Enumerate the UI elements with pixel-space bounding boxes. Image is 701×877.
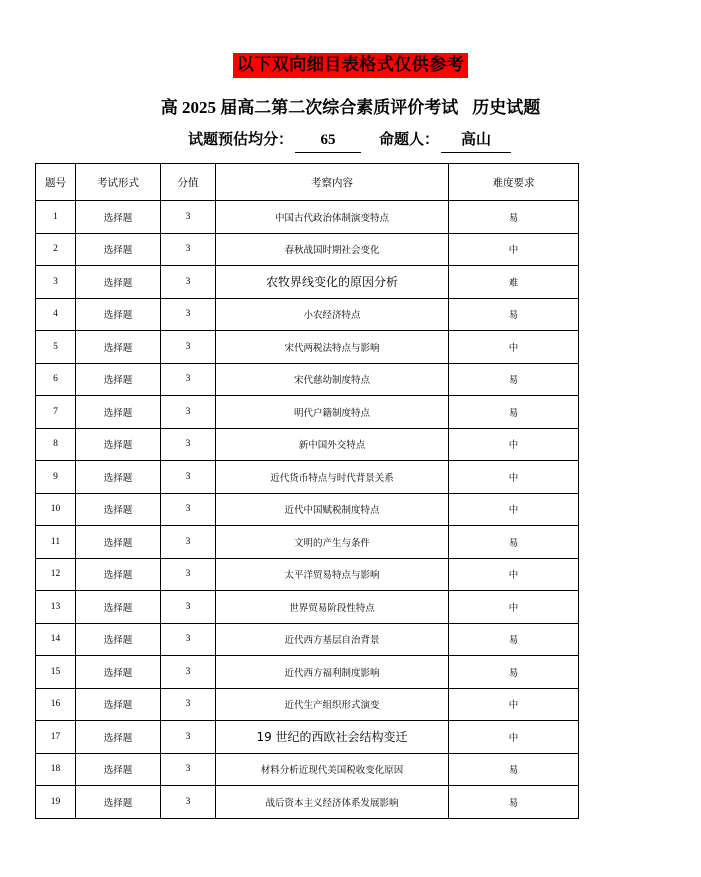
cell-exam-form: 选择题 [76, 331, 161, 364]
table-row [36, 786, 579, 819]
average-score-value: 65 [295, 129, 361, 153]
cell-difficulty: 中 [449, 591, 579, 624]
table-row [36, 298, 579, 331]
cell-content: 19 世纪的西欧社会结构变迁 [216, 721, 449, 754]
table-row [36, 558, 579, 591]
subtitle-line [0, 129, 701, 153]
notice-banner [0, 53, 701, 78]
cell-score: 3 [161, 656, 216, 689]
cell-question-no: 5 [36, 331, 76, 364]
cell-content: 近代西方基层自治背景 [216, 623, 449, 656]
average-score-label: 试题预估均分： [187, 132, 293, 148]
cell-score: 3 [161, 526, 216, 559]
cell-question-no: 13 [36, 591, 76, 624]
cell-score: 3 [161, 558, 216, 591]
cell-exam-form: 选择题 [76, 233, 161, 266]
cell-exam-form: 选择题 [76, 493, 161, 526]
cell-exam-form: 选择题 [76, 461, 161, 494]
cell-difficulty: 易 [449, 623, 579, 656]
cell-score: 3 [161, 461, 216, 494]
cell-exam-form: 选择题 [76, 201, 161, 234]
cell-difficulty: 中 [449, 331, 579, 364]
cell-question-no: 8 [36, 428, 76, 461]
cell-score: 3 [161, 721, 216, 754]
column-header-question-no: 题号 [36, 164, 76, 201]
cell-exam-form: 选择题 [76, 266, 161, 299]
cell-exam-form: 选择题 [76, 558, 161, 591]
cell-difficulty: 中 [449, 233, 579, 266]
cell-score: 3 [161, 298, 216, 331]
cell-score: 3 [161, 233, 216, 266]
cell-question-no: 2 [36, 233, 76, 266]
cell-question-no: 10 [36, 493, 76, 526]
table-row [36, 656, 579, 689]
cell-question-no: 12 [36, 558, 76, 591]
table-row [36, 331, 579, 364]
table-row [36, 201, 579, 234]
cell-question-no: 17 [36, 721, 76, 754]
cell-exam-form: 选择题 [76, 591, 161, 624]
cell-exam-form: 选择题 [76, 753, 161, 786]
cell-exam-form: 选择题 [76, 363, 161, 396]
cell-score: 3 [161, 363, 216, 396]
cell-content: 农牧界线变化的原因分析 [216, 266, 449, 299]
cell-score: 3 [161, 396, 216, 429]
cell-score: 3 [161, 493, 216, 526]
cell-exam-form: 选择题 [76, 428, 161, 461]
cell-question-no: 16 [36, 688, 76, 721]
cell-content: 小农经济特点 [216, 298, 449, 331]
cell-difficulty: 中 [449, 721, 579, 754]
cell-content: 宋代慈幼制度特点 [216, 363, 449, 396]
cell-exam-form: 选择题 [76, 623, 161, 656]
cell-question-no: 6 [36, 363, 76, 396]
cell-exam-form: 选择题 [76, 721, 161, 754]
cell-content: 近代货币特点与时代背景关系 [216, 461, 449, 494]
cell-difficulty: 易 [449, 753, 579, 786]
table-row [36, 721, 579, 754]
table-row [36, 591, 579, 624]
cell-difficulty: 中 [449, 493, 579, 526]
cell-question-no: 7 [36, 396, 76, 429]
cell-exam-form: 选择题 [76, 688, 161, 721]
cell-exam-form: 选择题 [76, 786, 161, 819]
cell-difficulty: 易 [449, 298, 579, 331]
cell-difficulty: 中 [449, 428, 579, 461]
cell-question-no: 11 [36, 526, 76, 559]
cell-score: 3 [161, 331, 216, 364]
cell-content: 太平洋贸易特点与影响 [216, 558, 449, 591]
cell-question-no: 14 [36, 623, 76, 656]
column-header-content: 考察内容 [216, 164, 449, 201]
column-header-difficulty: 难度要求 [449, 164, 579, 201]
table-row [36, 526, 579, 559]
cell-question-no: 9 [36, 461, 76, 494]
cell-question-no: 15 [36, 656, 76, 689]
cell-content: 春秋战国时期社会变化 [216, 233, 449, 266]
cell-score: 3 [161, 591, 216, 624]
column-header-exam-form: 考试形式 [76, 164, 161, 201]
cell-difficulty: 中 [449, 558, 579, 591]
cell-score: 3 [161, 428, 216, 461]
page-title [0, 97, 701, 119]
cell-question-no: 3 [36, 266, 76, 299]
table-body [36, 201, 579, 819]
cell-content: 战后资本主义经济体系发展影响 [216, 786, 449, 819]
cell-difficulty: 易 [449, 526, 579, 559]
cell-content: 材料分析近现代美国税收变化原因 [216, 753, 449, 786]
table-row [36, 363, 579, 396]
cell-score: 3 [161, 623, 216, 656]
cell-content: 近代生产组织形式演变 [216, 688, 449, 721]
cell-question-no: 19 [36, 786, 76, 819]
cell-content: 文明的产生与条件 [216, 526, 449, 559]
cell-difficulty: 中 [449, 461, 579, 494]
cell-difficulty: 易 [449, 363, 579, 396]
table-row [36, 396, 579, 429]
cell-score: 3 [161, 753, 216, 786]
author-value: 高山 [441, 129, 511, 153]
cell-content: 明代户籍制度特点 [216, 396, 449, 429]
cell-difficulty: 易 [449, 201, 579, 234]
cell-content: 中国古代政治体制演变特点 [216, 201, 449, 234]
page-title-main: 高 2025 届高二第二次综合素质评价考试 [160, 98, 459, 117]
table-row [36, 688, 579, 721]
cell-difficulty: 易 [449, 396, 579, 429]
cell-score: 3 [161, 688, 216, 721]
cell-score: 3 [161, 786, 216, 819]
column-header-score: 分值 [161, 164, 216, 201]
cell-question-no: 1 [36, 201, 76, 234]
cell-question-no: 4 [36, 298, 76, 331]
notice-banner-text: 以下双向细目表格式仅供参考 [233, 53, 469, 78]
cell-content: 世界贸易阶段性特点 [216, 591, 449, 624]
cell-exam-form: 选择题 [76, 656, 161, 689]
cell-exam-form: 选择题 [76, 526, 161, 559]
cell-difficulty: 易 [449, 786, 579, 819]
cell-difficulty: 难 [449, 266, 579, 299]
cell-score: 3 [161, 201, 216, 234]
cell-content: 近代中国赋税制度特点 [216, 493, 449, 526]
cell-difficulty: 中 [449, 688, 579, 721]
cell-score: 3 [161, 266, 216, 299]
table-row [36, 753, 579, 786]
table-row [36, 461, 579, 494]
cell-content: 新中国外交特点 [216, 428, 449, 461]
cell-difficulty: 易 [449, 656, 579, 689]
cell-question-no: 18 [36, 753, 76, 786]
table-row [36, 493, 579, 526]
cell-exam-form: 选择题 [76, 396, 161, 429]
table-row [36, 266, 579, 299]
cell-content: 近代西方福利制度影响 [216, 656, 449, 689]
table-row [36, 428, 579, 461]
page-title-subject: 历史试题 [472, 98, 541, 117]
table-row [36, 623, 579, 656]
table-header-row [36, 164, 579, 201]
cell-exam-form: 选择题 [76, 298, 161, 331]
cell-content: 宋代两税法特点与影响 [216, 331, 449, 364]
author-label: 命题人： [379, 132, 440, 148]
specification-table [35, 163, 579, 819]
table-row [36, 233, 579, 266]
